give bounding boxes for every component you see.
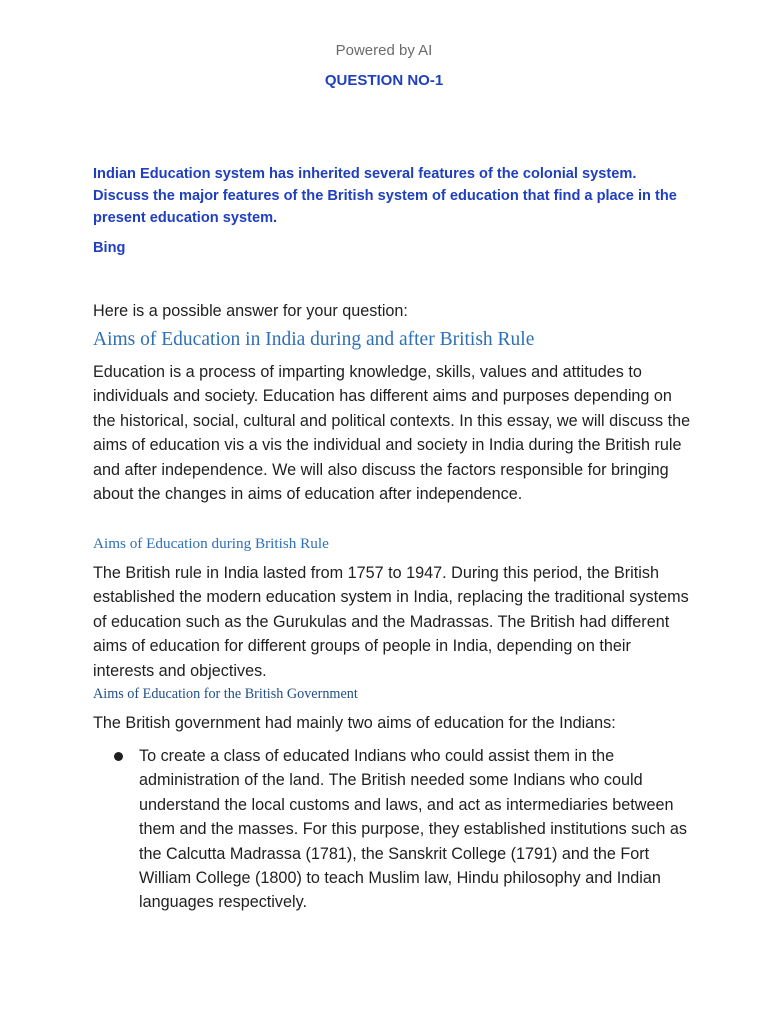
- paragraph-two-aims: The British government had mainly two aims of education for the Indians:: [93, 714, 616, 732]
- powered-by-label: Powered by AI: [335, 42, 433, 59]
- answer-heading: Aims of Education in India during and after British Rule: [93, 329, 535, 350]
- bullet-icon: [114, 752, 123, 761]
- source-label: Bing: [93, 240, 126, 256]
- question-text: Indian Education system has inherited several features of the colonial system. Discuss the major features of the British system of education that find a place in the present education system.: [93, 166, 677, 226]
- answer-intro: Here is a possible answer for your question:: [93, 302, 408, 320]
- list-item: [93, 744, 693, 915]
- paragraph-british-rule: The British rule in India lasted from 1757 to 1947. During this period, the British established the modern education system in India, replacing the traditional systems of education such as the Gurukulas and the Madrassas. The British had different aims of education for different groups of people in India, depending on their interests and objectives.: [93, 564, 689, 680]
- aims-list: [93, 744, 693, 915]
- subheading-british-government: Aims of Education for the British Government: [93, 686, 358, 702]
- subheading-british-rule: Aims of Education during British Rule: [93, 535, 329, 552]
- question-title: QUESTION NO-1: [324, 72, 444, 89]
- list-item-text: To create a class of educated Indians who could assist them in the administration of the land. The British needed some Indians who could understand the local customs and laws, and act as intermediaries between them and the masses. For this purpose, they established institutions such as the Calcutta Madrassa (1781), the Sanskrit College (1791) and the Fort William College (1800) to teach Muslim law, Hindu philosophy and Indian languages respectively.: [139, 747, 687, 912]
- paragraph-introduction: Education is a process of imparting knowledge, skills, values and attitudes to individuals and society. Education has different aims and purposes depending on the historical, social, cultural and political contexts. In this essay, we will discuss the aims of education vis a vis the individual and society in India during the British rule and after independence. We will also discuss the factors responsible for bringing about the changes in aims of education after independence.: [93, 363, 691, 504]
